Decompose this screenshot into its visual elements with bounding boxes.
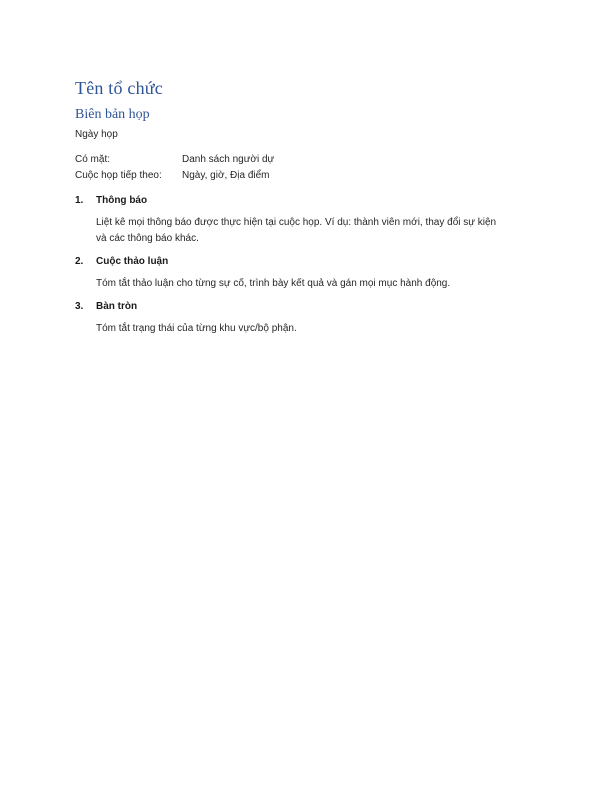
section-body-line: Tóm tắt thảo luận cho từng sự cố, trình bày kết quả và gán mọi mục hành động. <box>96 278 451 289</box>
section-heading <box>75 256 545 270</box>
meeting-date: Ngày họp <box>75 129 118 140</box>
section-roundtable <box>75 301 545 337</box>
section-body <box>96 321 545 337</box>
next-meeting-label: Cuộc họp tiếp theo: <box>75 170 162 181</box>
section-body-line: Tóm tắt trạng thái của từng khu vực/bộ phận. <box>96 323 297 334</box>
meeting-meta <box>75 153 274 185</box>
section-number: 1. <box>75 195 84 206</box>
section-title: Cuộc thảo luận <box>96 256 169 267</box>
document-title: Biên bản họp <box>75 107 150 122</box>
attendees-row <box>75 153 274 169</box>
section-heading <box>75 301 545 315</box>
next-meeting-row <box>75 169 274 185</box>
section-body <box>96 276 545 292</box>
section-body-line: Liệt kê mọi thông báo được thực hiện tại cuộc họp. Ví dụ: thành viên mới, thay đổi sự kiện <box>96 217 497 228</box>
section-body <box>96 215 545 247</box>
section-announcements <box>75 195 545 247</box>
organization-name: Tên tổ chức <box>75 78 163 98</box>
section-number: 2. <box>75 256 84 267</box>
attendees-value: Danh sách người dự <box>182 154 275 165</box>
section-title: Bàn tròn <box>96 301 138 312</box>
section-body-line: và các thông báo khác. <box>96 233 199 244</box>
section-discussion <box>75 256 545 292</box>
section-title: Thông báo <box>96 195 148 206</box>
attendees-label: Có mặt: <box>75 154 111 165</box>
section-heading <box>75 195 545 209</box>
section-number: 3. <box>75 301 84 312</box>
next-meeting-value: Ngày, giờ, Địa điểm <box>182 170 270 181</box>
